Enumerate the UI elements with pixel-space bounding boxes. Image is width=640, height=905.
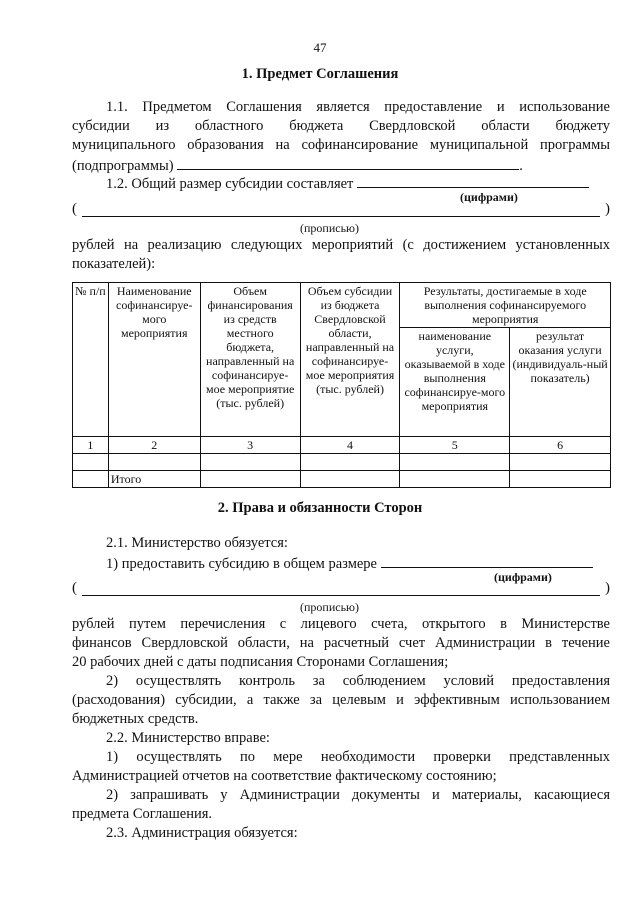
th-service-name: наименование услуги, оказываемой в ходе выполнения софинансируе-мого мероприятия [400, 328, 510, 437]
col-number-2: 2 [108, 437, 200, 454]
col-number-3: 3 [200, 437, 300, 454]
th-number: № п/п [73, 283, 109, 437]
p21-text: 2.1. Министерство обязуется: [106, 535, 288, 551]
p21-2-line1: 2) осуществлять контроль за соблюдением условий предоставления [106, 673, 610, 689]
rub1-line1: рублей на реализацию следующих мероприятий (с достижением установленных [72, 237, 610, 253]
amount-words-blank-1 [82, 216, 600, 217]
rub1-line2: показателей): [72, 256, 156, 272]
amount-words-row-2 [72, 580, 610, 600]
rub2-line1: рублей путем перечисления с лицевого счета, открытого в Министерстве [72, 616, 610, 632]
th-local-budget: Объем финансирования из средств местного бюджета, направленный на софинансируе-мое мероприятие (тыс. рублей) [200, 283, 300, 437]
col-number-5: 5 [400, 437, 510, 454]
th-service-result: результат оказания услуги (индивидуаль-ный показатель) [510, 328, 611, 437]
rub2-line2: финансов Свердловской области, на расчетный счет Администрации в течение [72, 635, 610, 651]
table-total-row [73, 471, 611, 488]
p12-text: 1.2. Общий размер субсидии составляет [106, 176, 354, 192]
amount-words-row-1 [72, 201, 610, 221]
p21-1-text: 1) предоставить субсидию в общем размере [106, 556, 377, 572]
p11-line1: 1.1. Предметом Соглашения является предоставление и использование [106, 99, 610, 115]
p11-line2: субсидии из областного бюджета Свердловской области бюджету [72, 118, 610, 134]
rub2-line3: 20 рабочих дней с даты подписания Сторонами Соглашения; [72, 654, 449, 670]
p21-2-line3: бюджетных средств. [72, 711, 199, 727]
table-row [73, 437, 611, 454]
col-number-4: 4 [300, 437, 400, 454]
table-header-row-1 [73, 283, 611, 328]
col-number-6: 6 [510, 437, 611, 454]
table-row [73, 454, 611, 471]
paragraph-rubles-1 [72, 236, 610, 274]
program-name-blank [177, 155, 519, 170]
paren-open-2: ( [72, 580, 77, 596]
section-1-title: 1. Предмет Соглашения [241, 66, 399, 82]
p11-line4: (подпрограммы) [72, 158, 174, 174]
amount-words-blank-2 [82, 595, 600, 596]
paragraph-rubles-2 [72, 615, 610, 843]
paragraph-2-1 [72, 534, 610, 574]
section-2-title: 2. Права и обязанности Сторон [217, 500, 423, 516]
p21-2-line2: (расходования) субсидии, а также за целевым и эффективным использованием [72, 692, 610, 708]
paragraph-1-1: 1.1. Предметом Соглашения является предоставление и использование субсидии из областного бюджета Свердловской области бюджету муниципального образования на софинансирование муниципальной программы (подпрограммы) . [72, 99, 610, 174]
p23-text: 2.3. Администрация обязуется: [106, 825, 298, 841]
hint-words-1: (прописью) [300, 221, 360, 235]
total-label: Итого [108, 471, 200, 488]
paren-close-2: ) [605, 580, 610, 596]
page-number: 47 [313, 40, 327, 55]
hint-digits-2: (цифрами) [494, 570, 552, 584]
col-number-1: 1 [73, 437, 109, 454]
th-measure-name: Наименование софинансируе-мого мероприятия [108, 283, 200, 437]
measures-table [72, 282, 611, 488]
p22-1-line1: 1) осуществлять по мере необходимости проверки представленных [106, 749, 610, 765]
p22-text: 2.2. Министерство вправе: [106, 730, 270, 746]
subsidy-amount-digits-blank [357, 173, 589, 188]
hint-digits-1: (цифрами) [460, 190, 518, 204]
paragraph-1-2 [72, 173, 610, 194]
paren-close-1: ) [605, 201, 610, 217]
hint-words-2: (прописью) [300, 600, 360, 614]
p11-line3: муниципального образования на софинансирование муниципальной программы [72, 137, 610, 153]
total-subsidy-digits-blank [381, 553, 593, 568]
p22-2-line1: 2) запрашивать у Администрации документы и материалы, касающиеся [106, 787, 610, 803]
p22-2-line2: предмета Соглашения. [72, 806, 213, 822]
paren-open-1: ( [72, 201, 77, 217]
th-regional-subsidy: Объем субсидии из бюджета Свердловской области, направленный на софинансируе-мое мероприятия (тыс. рублей) [300, 283, 400, 437]
p22-1-line2: Администрацией отчетов на соответствие фактическому состоянию; [72, 768, 497, 784]
th-results-group: Результаты, достигаемые в ходе выполнения софинансируемого мероприятия [400, 283, 611, 328]
